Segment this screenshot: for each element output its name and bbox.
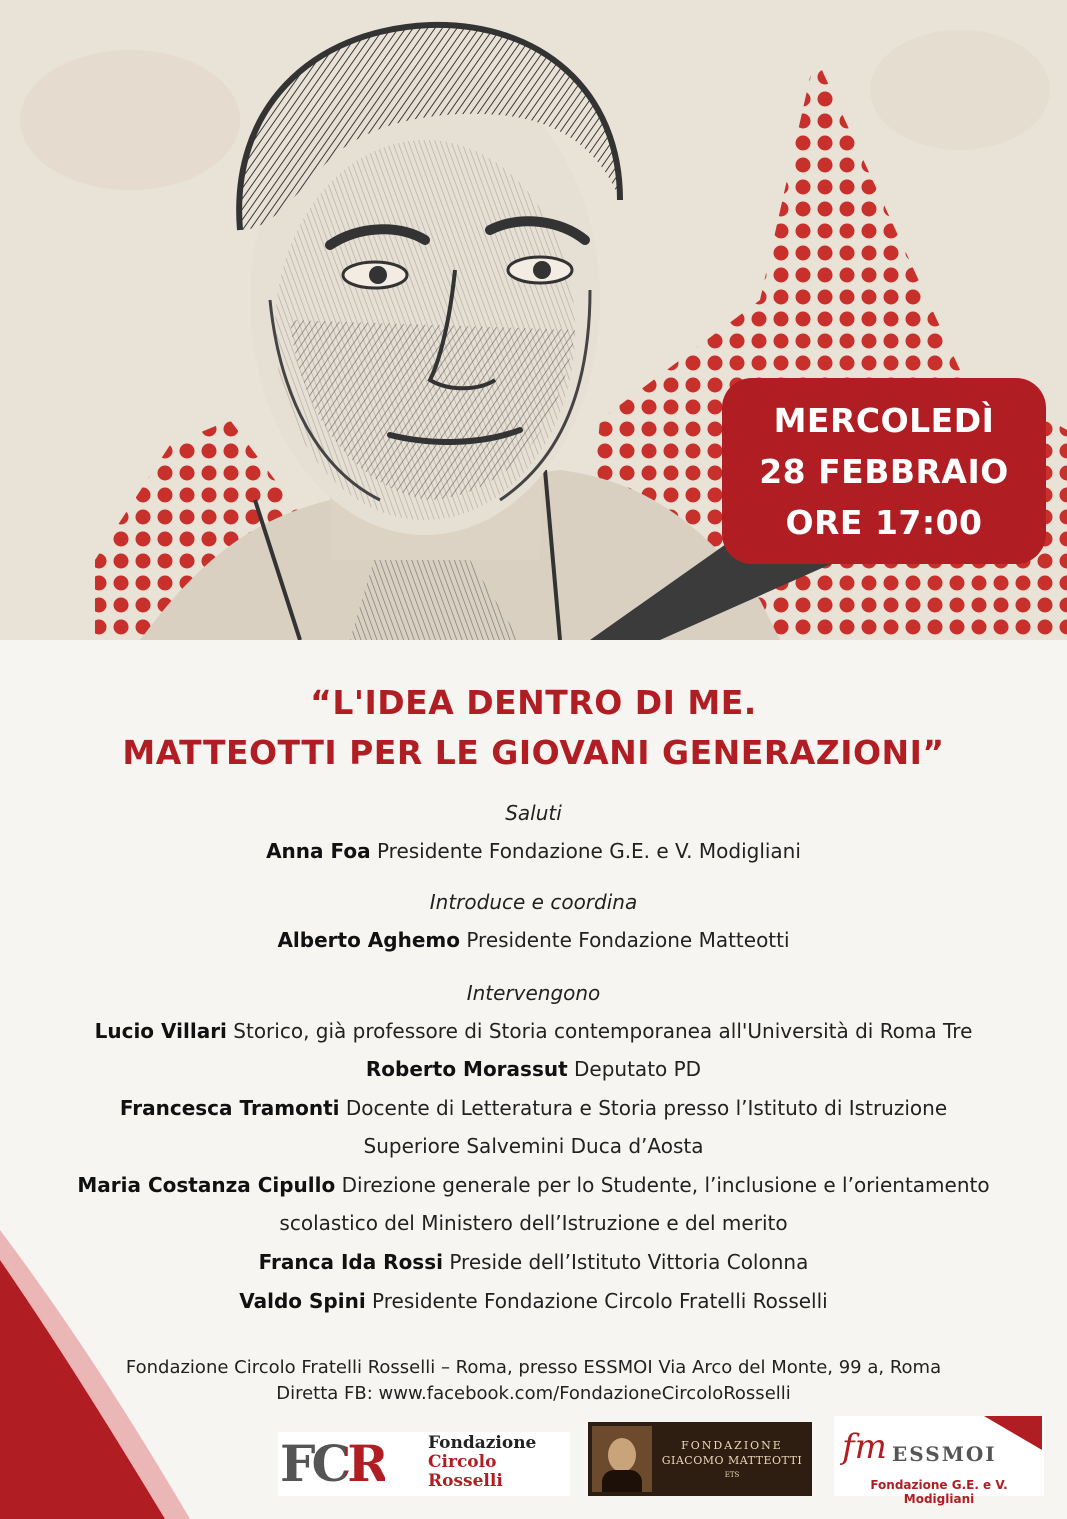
matteotti-logo-text: FONDAZIONE GIACOMO MATTEOTTI ETS xyxy=(661,1439,803,1479)
speaker-line xyxy=(0,928,1067,952)
speaker-line xyxy=(0,1250,1067,1274)
speaker-name: Francesca Tramonti xyxy=(119,1096,340,1120)
speaker-role: Presidente Fondazione G.E. e V. Modigliani xyxy=(376,839,801,863)
essmoi-mark: fm xyxy=(842,1427,887,1467)
fcr-logo-text: Fondazione Circolo Rosselli xyxy=(428,1433,537,1491)
speaker-role: Preside dell’Istituto Vittoria Colonna xyxy=(449,1250,809,1274)
speaker-name: Anna Foa xyxy=(266,839,371,863)
speaker-name: Lucio Villari xyxy=(94,1019,227,1043)
speaker-line xyxy=(0,1096,1067,1120)
date-weekday: MERCOLEDÌ xyxy=(773,400,995,440)
saluti-label: Saluti xyxy=(505,801,562,825)
interventi-label: Intervengono xyxy=(466,981,601,1005)
speaker-name: Maria Costanza Cipullo xyxy=(77,1173,336,1197)
event-title-line2: MATTEOTTI PER LE GIOVANI GENERAZIONI” xyxy=(122,733,945,772)
speaker-line xyxy=(0,1019,1067,1043)
stream-info: Diretta FB: www.facebook.com/FondazioneCircoloRosselli xyxy=(276,1383,791,1404)
speaker-role-continued: scolastico del Ministero dell’Istruzione e del merito xyxy=(279,1211,788,1235)
matteotti-logo xyxy=(588,1422,812,1496)
speaker-role: Direzione generale per lo Studente, l’inclusione e l’orientamento xyxy=(341,1173,990,1197)
speaker-role: Storico, già professore di Storia contemporanea all'Università di Roma Tre xyxy=(233,1019,973,1043)
speaker-role-continued: Superiore Salvemini Duca d’Aosta xyxy=(363,1134,704,1158)
speaker-line xyxy=(0,1173,1067,1197)
essmoi-logo xyxy=(834,1416,1044,1506)
event-title-line1: “L'IDEA DENTRO DI ME. xyxy=(310,683,757,722)
speaker-role: Presidente Fondazione Circolo Fratelli Rosselli xyxy=(372,1289,828,1313)
speaker-line xyxy=(0,839,1067,863)
speaker-name: Alberto Aghemo xyxy=(277,928,460,952)
venue-info: Fondazione Circolo Fratelli Rosselli – Roma, presso ESSMOI Via Arco del Monte, 99 a, Roma xyxy=(125,1357,942,1378)
speaker-name: Roberto Morassut xyxy=(365,1057,568,1081)
speaker-line xyxy=(0,1289,1067,1313)
speaker-role: Deputato PD xyxy=(574,1057,702,1081)
speaker-role: Docente di Letteratura e Storia presso l’Istituto di Istruzione xyxy=(345,1096,948,1120)
hero-illustration xyxy=(0,0,1067,640)
essmoi-caption: Fondazione G.E. e V. Modigliani xyxy=(870,1478,1008,1506)
date-time: ORE 17:00 xyxy=(785,502,983,542)
speaker-name: Valdo Spini xyxy=(239,1289,366,1313)
speaker-line xyxy=(0,1057,1067,1081)
essmoi-name: ESSMOI xyxy=(892,1442,997,1466)
intro-label: Introduce e coordina xyxy=(429,890,638,914)
date-day: 28 FEBBRAIO xyxy=(759,451,1009,491)
matteotti-portrait-icon xyxy=(592,1426,652,1492)
fcr-logo xyxy=(278,1432,570,1496)
speaker-role: Presidente Fondazione Matteotti xyxy=(466,928,790,952)
fcr-logo-mark: FCR xyxy=(280,1434,385,1493)
speaker-name: Franca Ida Rossi xyxy=(258,1250,443,1274)
date-badge xyxy=(722,378,1046,564)
